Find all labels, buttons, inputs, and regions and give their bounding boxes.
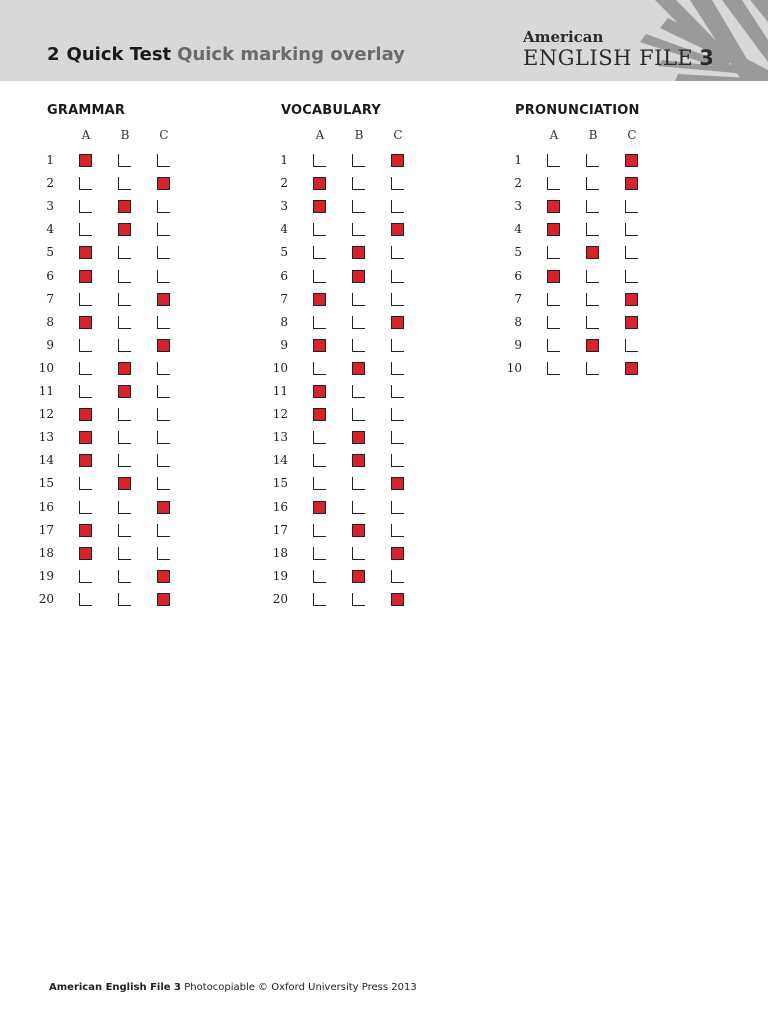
answer-box-marked [118,200,131,213]
answer-box-empty [157,200,170,213]
answer-box-marked [586,246,599,259]
question-number: 4 [46,222,54,237]
answer-box-empty [625,270,638,283]
answer-box-marked [313,293,326,306]
answer-box-empty [586,177,599,190]
answer-box-empty [391,570,404,583]
answer-box-empty [157,408,170,421]
answer-row [272,149,492,172]
question-number: 4 [514,222,522,237]
answer-box-empty [313,362,326,375]
question-number: 8 [280,314,288,329]
answer-row [38,241,258,264]
answer-row [506,172,726,195]
question-number: 14 [272,453,288,468]
answer-box-marked [157,570,170,583]
footer-brand: American English File 3 [49,982,182,993]
question-number: 13 [272,430,288,445]
question-number: 18 [272,545,288,560]
answer-box-empty [352,339,365,352]
footer-notice: Photocopiable © Oxford University Press 2013 [184,982,417,993]
section-title: PRONUNCIATION [515,103,640,118]
answer-row [38,172,258,195]
answer-box-empty [313,154,326,167]
answer-box-empty [313,270,326,283]
answer-box-empty [118,177,131,190]
answer-box-empty [118,154,131,167]
answer-row [272,334,492,357]
test-number: 2 [47,44,60,65]
answer-box-marked [352,431,365,444]
answer-box-empty [79,570,92,583]
question-number: 5 [280,245,288,260]
test-name: Quick Test [66,44,172,65]
answer-box-marked [625,293,638,306]
answer-row [38,311,258,334]
answer-box-empty [547,154,560,167]
answer-box-empty [352,316,365,329]
answer-box-marked [391,316,404,329]
question-number: 10 [506,360,522,375]
answer-row [272,472,492,495]
answer-box-empty [352,593,365,606]
answer-box-empty [352,200,365,213]
answer-box-empty [79,593,92,606]
answer-box-empty [79,477,92,490]
answer-row [38,334,258,357]
answer-box-empty [118,524,131,537]
answer-row [272,380,492,403]
answer-box-empty [157,270,170,283]
answer-row [38,565,258,588]
answer-box-marked [79,431,92,444]
answer-box-marked [547,270,560,283]
answer-box-empty [391,454,404,467]
answer-box-empty [391,362,404,375]
column-header-a: A [81,128,91,142]
answer-box-marked [157,501,170,514]
answer-box-marked [547,200,560,213]
question-number: 8 [46,314,54,329]
answer-box-empty [586,270,599,283]
answer-row [272,172,492,195]
question-number: 6 [280,268,288,283]
question-number: 20 [38,591,54,606]
brand-title: ENGLISH FILE [523,46,694,70]
answer-box-marked [625,177,638,190]
question-number: 1 [280,153,288,167]
answer-row [38,519,258,542]
answer-box-marked [391,547,404,560]
answer-box-empty [118,408,131,421]
answer-box-empty [157,454,170,467]
answer-row [272,403,492,426]
answer-box-empty [313,246,326,259]
answer-box-empty [586,362,599,375]
answer-box-empty [118,270,131,283]
answer-box-empty [625,246,638,259]
answer-row [272,357,492,380]
answer-box-empty [157,154,170,167]
answer-row [38,496,258,519]
answer-box-marked [118,223,131,236]
answer-box-empty [391,501,404,514]
answer-box-empty [313,431,326,444]
answer-box-marked [625,362,638,375]
answer-box-empty [547,362,560,375]
answer-box-marked [352,570,365,583]
answer-row [272,542,492,565]
answer-row [272,288,492,311]
answer-box-empty [352,477,365,490]
answer-row [272,241,492,264]
answer-box-empty [313,223,326,236]
answer-row [38,218,258,241]
answer-row [272,311,492,334]
answer-box-marked [79,547,92,560]
answer-box-empty [313,454,326,467]
answer-box-marked [313,385,326,398]
answer-box-empty [157,362,170,375]
answer-box-marked [547,223,560,236]
answer-row [506,218,726,241]
answer-box-empty [313,593,326,606]
answer-box-marked [352,362,365,375]
answer-box-marked [157,293,170,306]
question-number: 3 [280,199,288,214]
answer-box-empty [313,477,326,490]
question-number: 7 [280,291,288,306]
question-number: 16 [38,499,54,514]
answer-box-marked [391,223,404,236]
answer-box-empty [586,223,599,236]
answer-row [38,357,258,380]
answer-box-empty [157,316,170,329]
question-number: 4 [280,222,288,237]
answer-box-empty [79,177,92,190]
answer-box-marked [157,593,170,606]
answer-box-empty [625,223,638,236]
question-number: 16 [272,499,288,514]
answer-box-empty [352,408,365,421]
section-title: VOCABULARY [281,103,382,118]
question-number: 5 [514,245,522,260]
answer-row [272,496,492,519]
question-number: 7 [514,291,522,306]
answer-box-empty [157,223,170,236]
answer-box-marked [313,408,326,421]
answer-box-empty [391,200,404,213]
answer-box-empty [547,177,560,190]
question-number: 19 [38,568,54,583]
answer-box-empty [547,316,560,329]
answer-row [38,542,258,565]
answer-box-marked [79,154,92,167]
column-header-b: B [354,128,364,142]
question-number: 12 [38,407,54,422]
question-number: 10 [272,360,288,375]
answer-row [272,565,492,588]
answer-row [272,588,492,611]
answer-box-empty [79,223,92,236]
answer-box-marked [391,593,404,606]
answer-box-empty [79,339,92,352]
question-number: 17 [38,522,54,537]
question-number: 9 [46,337,54,352]
answer-box-empty [352,385,365,398]
answer-box-empty [157,524,170,537]
answer-box-marked [118,385,131,398]
answer-box-marked [313,200,326,213]
answer-box-empty [118,547,131,560]
question-number: 17 [272,522,288,537]
answer-box-empty [391,246,404,259]
question-number: 15 [38,476,54,491]
answer-box-marked [79,246,92,259]
answer-box-marked [313,501,326,514]
answer-box-marked [352,524,365,537]
question-number: 10 [38,360,54,375]
answer-row [506,149,726,172]
answer-row [38,288,258,311]
answer-box-empty [157,431,170,444]
answer-box-empty [352,223,365,236]
question-number: 3 [46,199,54,214]
brand-level: 3 [699,46,715,70]
answer-box-empty [625,200,638,213]
question-number: 15 [272,476,288,491]
answer-row [506,195,726,218]
answer-box-empty [313,547,326,560]
answer-box-empty [391,408,404,421]
question-number: 20 [272,591,288,606]
answer-box-empty [352,501,365,514]
answer-row [38,265,258,288]
answer-box-empty [118,501,131,514]
answer-box-marked [352,454,365,467]
question-number: 2 [280,176,288,191]
answer-box-marked [79,454,92,467]
answer-box-empty [352,177,365,190]
answer-row [38,403,258,426]
question-number: 8 [514,314,522,329]
answer-row [38,449,258,472]
question-number: 12 [272,407,288,422]
brand-line-title [523,46,714,70]
question-number: 2 [514,176,522,191]
answer-box-empty [391,270,404,283]
answer-row [272,519,492,542]
section-title: GRAMMAR [47,103,126,118]
answer-box-empty [157,477,170,490]
column-header-a: A [549,128,559,142]
question-number: 6 [46,268,54,283]
answer-box-marked [352,270,365,283]
question-number: 1 [46,153,54,167]
answer-row [272,195,492,218]
answer-box-empty [352,547,365,560]
answer-box-empty [118,431,131,444]
answer-row [506,288,726,311]
answer-row [38,426,258,449]
answer-box-empty [391,385,404,398]
answer-box-marked [79,524,92,537]
answer-box-empty [391,339,404,352]
answer-box-empty [118,570,131,583]
answer-box-marked [625,316,638,329]
answer-box-marked [79,270,92,283]
answer-row [506,334,726,357]
answer-box-marked [79,408,92,421]
answer-box-empty [352,154,365,167]
answer-box-marked [586,339,599,352]
answer-box-marked [118,362,131,375]
answer-box-empty [118,454,131,467]
question-number: 13 [38,430,54,445]
column-header-b: B [120,128,130,142]
answer-box-empty [79,293,92,306]
question-number: 9 [514,337,522,352]
answer-box-marked [313,177,326,190]
answer-row [38,472,258,495]
answer-row [506,311,726,334]
page-header [0,0,768,81]
test-subtitle: Quick marking overlay [177,44,405,65]
question-number: 14 [38,453,54,468]
answer-box-marked [391,477,404,490]
answer-box-empty [79,385,92,398]
answer-row [272,218,492,241]
question-number: 19 [272,568,288,583]
column-header-c: C [159,128,169,142]
answer-box-empty [547,246,560,259]
answer-box-empty [586,200,599,213]
answer-box-empty [118,593,131,606]
answer-box-empty [313,570,326,583]
question-number: 2 [46,176,54,191]
answer-box-empty [391,524,404,537]
brand-logo [523,29,714,70]
answer-box-empty [586,154,599,167]
answer-row [38,588,258,611]
answer-box-empty [79,200,92,213]
answer-box-marked [79,316,92,329]
answer-box-empty [313,524,326,537]
answer-box-empty [118,316,131,329]
question-number: 11 [38,384,54,398]
question-number: 1 [514,153,522,167]
answer-box-empty [79,362,92,375]
column-header-b: B [588,128,598,142]
question-number: 9 [280,337,288,352]
answer-box-empty [586,293,599,306]
answer-box-empty [118,293,131,306]
column-header-a: A [315,128,325,142]
answer-row [38,380,258,403]
question-number: 18 [38,545,54,560]
answer-row [38,149,258,172]
answer-box-empty [352,293,365,306]
answer-row [272,426,492,449]
answer-row [506,265,726,288]
question-number: 11 [272,384,288,398]
answer-row [506,241,726,264]
answer-row [272,265,492,288]
answer-box-empty [79,501,92,514]
answer-box-empty [391,293,404,306]
answer-row [272,449,492,472]
question-number: 7 [46,291,54,306]
question-number: 3 [514,199,522,214]
answer-box-empty [391,177,404,190]
column-header-c: C [627,128,637,142]
answer-box-empty [157,547,170,560]
column-header-c: C [393,128,403,142]
answer-box-empty [586,316,599,329]
answer-box-marked [313,339,326,352]
answer-box-marked [157,339,170,352]
answer-box-empty [157,385,170,398]
answer-box-empty [157,246,170,259]
answer-box-empty [625,339,638,352]
answer-row [506,357,726,380]
answer-box-marked [352,246,365,259]
page-footer [49,982,417,993]
answer-box-empty [118,339,131,352]
question-number: 5 [46,245,54,260]
answer-box-marked [157,177,170,190]
answer-box-empty [313,316,326,329]
answer-box-marked [625,154,638,167]
brand-line-american: American [523,28,604,46]
answer-box-marked [391,154,404,167]
answer-box-empty [547,293,560,306]
answer-box-empty [391,431,404,444]
answer-row [38,195,258,218]
test-title [47,44,405,65]
answer-box-marked [118,477,131,490]
answer-box-empty [118,246,131,259]
answer-box-empty [547,339,560,352]
question-number: 6 [514,268,522,283]
